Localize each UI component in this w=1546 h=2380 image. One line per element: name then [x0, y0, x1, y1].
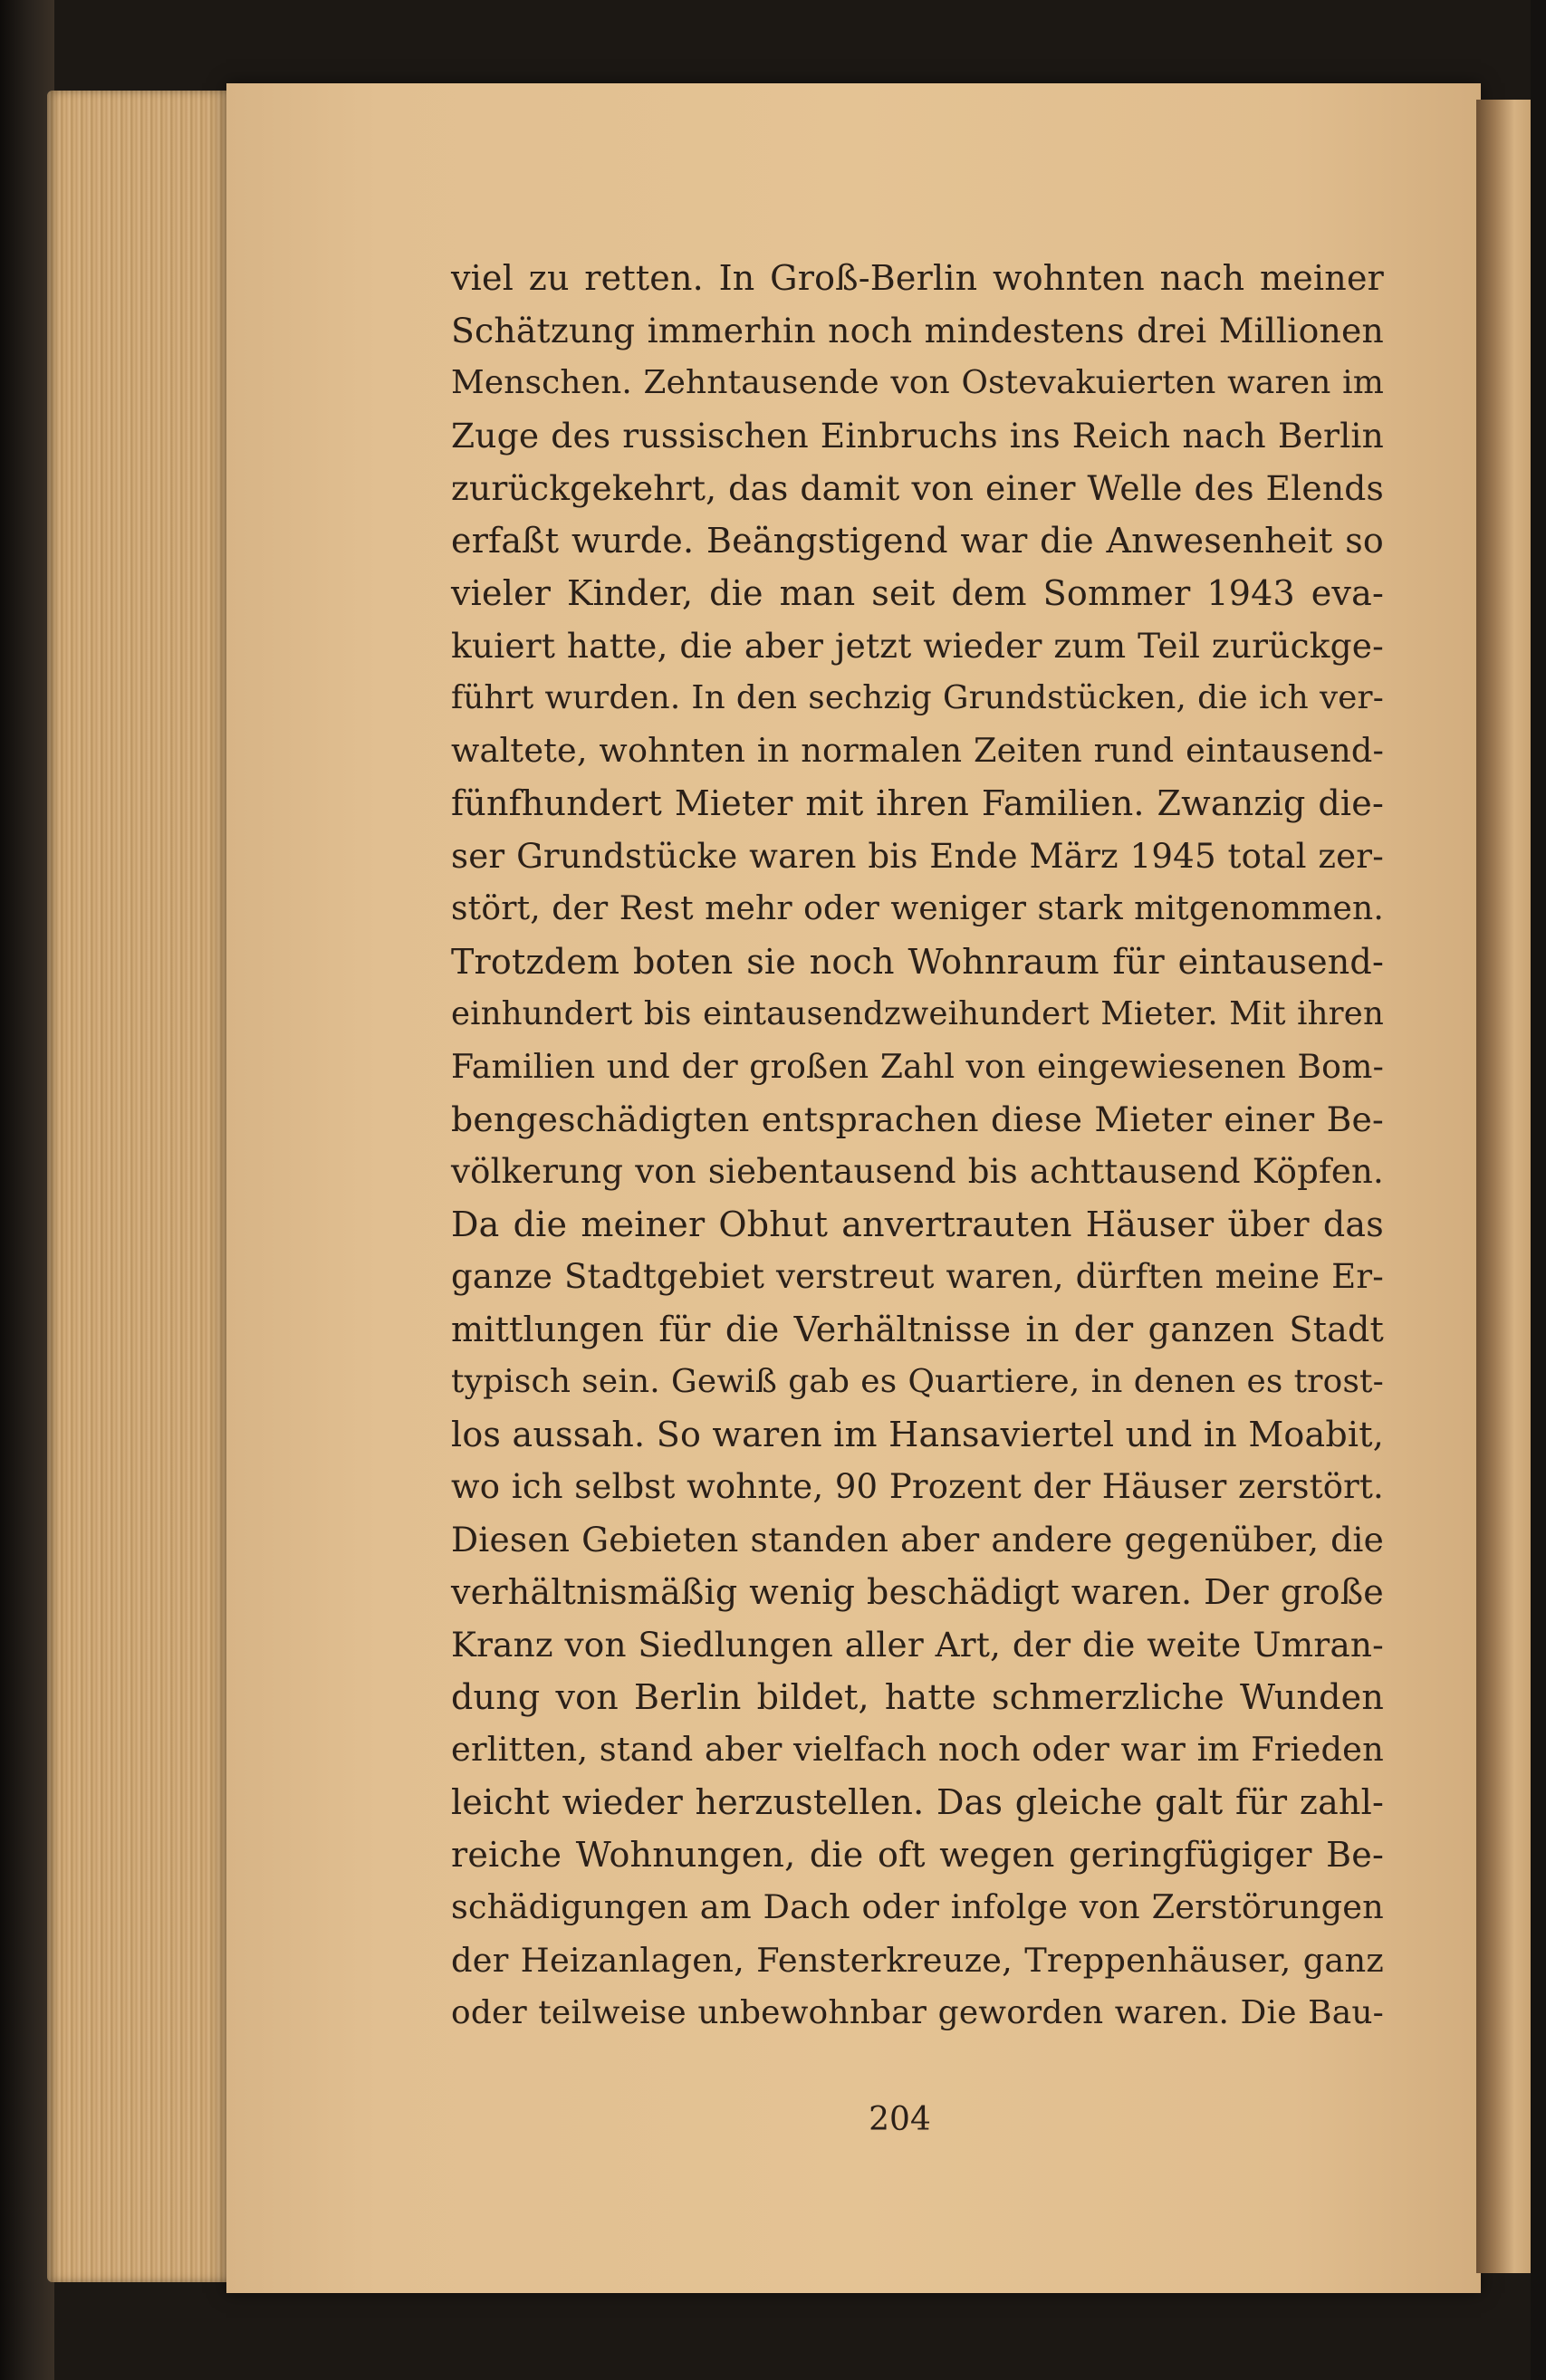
text-line: kuiert hatte, die aber jetzt wieder zum Teil zurückge- [451, 626, 1384, 667]
text-line: typisch sein. Gewiß gab es Quartiere, in denen es trost- [451, 1362, 1384, 1400]
text-line: der Heizanlagen, Fensterkreuze, Treppenhäuser, ganz [451, 1940, 1384, 1980]
page-number: 204 [869, 2101, 931, 2138]
text-line: reiche Wohnungen, die oft wegen geringfügiger Be- [451, 1835, 1384, 1876]
text-line: erlitten, stand aber vielfach noch oder war im Frieden [451, 1730, 1384, 1770]
text-line: Da die meiner Obhut anvertrauten Häuser über das [451, 1204, 1384, 1244]
text-line: Familien und der großen Zahl von eingewiesenen Bom- [451, 1046, 1384, 1086]
text-line: zurückgekehrt, das damit von einer Welle des Elends [451, 468, 1384, 509]
text-line: leicht wieder herzustellen. Das gleiche galt für zahl- [451, 1782, 1384, 1823]
scan-background-right [1531, 0, 1546, 2380]
text-line: völkerung von siebentausend bis achttausend Köpfen. [451, 1151, 1384, 1191]
text-line: los aussah. So waren im Hansaviertel und in Moabit, [451, 1415, 1384, 1455]
text-line: fünfhundert Mieter mit ihren Familien. Zwanzig die- [451, 783, 1384, 824]
text-line: einhundert bis eintausendzweihundert Mieter. Mit ihren [451, 994, 1384, 1032]
body-text [451, 252, 1384, 2039]
text-line: viel zu retten. In Groß-Berlin wohnten nach meiner [451, 258, 1384, 298]
book-gutter [1476, 100, 1531, 2273]
text-line: waltete, wohnten in normalen Zeiten rund eintausend- [451, 731, 1384, 771]
text-line: erfaßt wurde. Beängstigend war die Anwesenheit so [451, 521, 1384, 561]
text-line: Zuge des russischen Einbruchs ins Reich nach Berlin [451, 416, 1384, 456]
text-line: Kranz von Siedlungen aller Art, der die weite Umran- [451, 1625, 1384, 1665]
text-line: oder teilweise unbewohnbar geworden waren. Die Bau- [451, 1993, 1384, 2031]
scan-background-left [0, 0, 54, 2380]
text-line: bengeschädigten entsprachen diese Mieter einer Be- [451, 1099, 1384, 1139]
text-line: Menschen. Zehntausende von Ostevakuierten waren im [451, 364, 1384, 402]
text-line: ser Grundstücke waren bis Ende März 1945 total zer- [451, 836, 1384, 876]
text-line: stört, der Rest mehr oder weniger stark mitgenommen. [451, 889, 1384, 927]
text-line: vieler Kinder, die man seit dem Sommer 1943 eva- [451, 573, 1384, 614]
book-page-edges [47, 91, 246, 2282]
text-line: verhältnismäßig wenig beschädigt waren. Der große [451, 1572, 1384, 1613]
text-line: wo ich selbst wohnte, 90 Prozent der Häuser zerstört. [451, 1467, 1384, 1507]
text-line: Diesen Gebieten standen aber andere gegenüber, die [451, 1520, 1384, 1560]
text-line: schädigungen am Dach oder infolge von Zerstörungen [451, 1887, 1384, 1927]
text-line: Trotzdem boten sie noch Wohnraum für eintausend- [451, 941, 1384, 982]
text-line: ganze Stadtgebiet verstreut waren, dürften meine Er- [451, 1256, 1384, 1296]
text-line: führt wurden. In den sechzig Grundstücken, die ich ver- [451, 679, 1384, 717]
text-line: dung von Berlin bildet, hatte schmerzliche Wunden [451, 1677, 1384, 1718]
text-line: mittlungen für die Verhältnisse in der ganzen Stadt [451, 1309, 1384, 1349]
text-line: Schätzung immerhin noch mindestens drei Millionen [451, 311, 1384, 351]
